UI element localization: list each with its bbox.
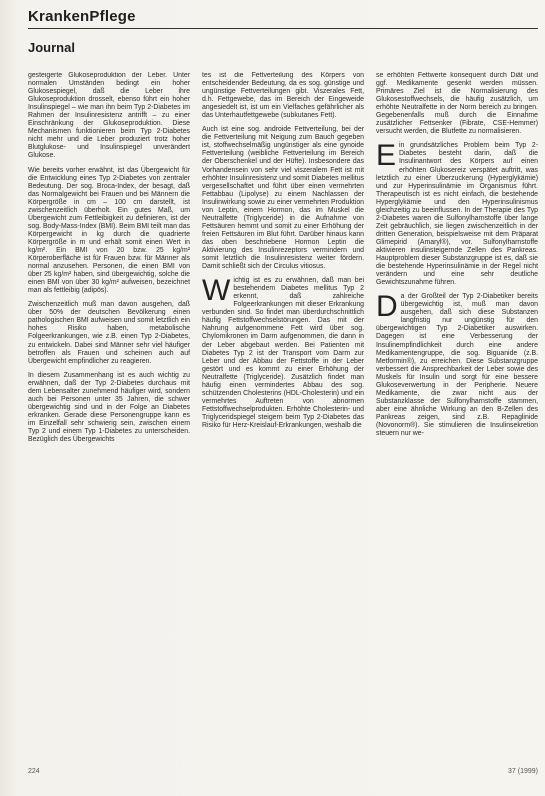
paragraph: In diesem Zusammenhang ist es auch wichtig zu erwähnen, daß der Typ 2-Diabetes durchaus mit dem Lebensalter zunehmend häufiger wird, sondern auch bei Personen unter 35 Jahren, die schwer übergewichtig sind und in der Folge an Diabetes erkranken. Gerade diese Personengruppe kann es im Einzelfall sehr schwierig sein, zwischen einem Typ 2 und einem Typ 1-Diabetes zu unterscheiden. Bezüglich des Übergewichts	[28, 371, 190, 444]
paragraph: gesteigerte Glukoseproduktion der Leber. Unter normalen Umständen bedingt ein hoher Glukosespiegel, daß die Leber ihre Glukoseproduktion drosselt, ebenso führt ein hoher Insulinspiegel – wie man ihn beim Typ 2-Diabetes im Rahmen der Insulinresistenz antrifft – zu einer Einschränkung der Glukoseproduktion. Diese Mechanismen funktionieren beim Typ 2-Diabetes nicht mehr und die Leber produziert trotz hoher Blutglukose- und Insulinspiegel unverändert Glukose.	[28, 72, 190, 160]
volume-label: 37 (1999)	[508, 768, 538, 775]
paragraph: Zwischenzeitlich muß man davon ausgehen, daß über 50% der deutschen Bevölkerung einen pathologischen BMI aufweisen und somit letztlich ein hohes Risiko haben, metabolische Folgeerkrankungen, wie z.B. einen Typ 2-Diabetes, zu entwickeln. Dabei sind Männer sehr viel häufiger betroffen als Frauen und scheinen auch auf Übergewicht empfindlicher zu reagieren.	[28, 301, 190, 365]
article-column-1	[28, 72, 190, 762]
article-column-3	[376, 72, 538, 762]
page-number: 224	[28, 768, 40, 775]
page-header	[28, 8, 538, 25]
paragraph: Auch ist eine sog. androide Fettverteilung, bei der die Fettverteilung mit Neigung zum Bauch gegeben ist, stoffwechselmäßig ungünstiger als eine gynoide Fettverteilung (weibliche Fettverteilung im Bereich der Oberschenkel und der Hüfte). Insbesondere das Vorhandensein von sehr viel viszeralem Fett ist mit erhöhter Insulinresistenz und somit Diabetes mellitus vergesellschaftet und führt über einen vermehrten Fettabbau (Lipolyse) zu einem Nachlassen der Insulinwirkung sowie zu einer vermehrten Produktion von Leptin, einem Hormon, das im Muskel die Neutralfette (Triglyceride) in die Aufnahme von Fettsäuren hemmt und somit zu einer Erhöhung der freien Fettsäuren im Blut führt. Darüber hinaus kann das oben beschriebene Hormon Leptin die Aktivierung des Insulinrezeptors vermindern und somit letztlich die Insulinresistenz weiter fördern. Damit schließt sich der Circulus vitiosus.	[202, 126, 364, 271]
paragraph-dropcap: Ein grundsätzliches Problem beim Typ 2-Diabetes besteht darin, daß die Insulinantwort des Körpers auf einen erhöhten Glukosereiz verspätet auftritt, was letztlich zu einer Überzuckerung (Hyperglykämie) und zur Hyperinsulinämie im Organismus führt. Therapeutisch ist es nicht einfach, die bestehende Hyperglykämie und den Hyperinsulinismus gleichzeitig zu beeinflussen. In der Therapie des Typ 2-Diabetes waren die Sulfonylharnstoffe über lange Zeit gebräuchlich, sie liegen zwischenzeitlich in der dritten Generation, beispielsweise mit dem Präparat Glimepirid (Amaryl®), vor. Sulfonylharnstoffe aktivieren insulinsteigernde Zellen des Pankreas. Hauptproblem dieser Substanzgruppe ist es, daß sie die bestehende Hyperinsulinämie in der Regel nicht verändern und eine sehr deutliche Gewichtszunahme führen.	[376, 139, 538, 287]
paragraph-dropcap: Wichtig ist es zu erwähnen, daß man bei bestehendem Diabetes mellitus Typ 2 erkennt, daß zahlreiche Folgeerkrankungen mit dieser Erkrankung verbunden sind. So findet man überdurchschnittlich häufig Fettstoffwechselstörungen. Das mit der Nahrung aufgenommene Fett wird über sog. Chylomikronen im Darm aufgenommen, die dann in der Leber abgebaut werden. Bei Patienten mit Diabetes Typ 2 ist der Transport vom Darm zur Leber und der Abbau der Fettstoffe in der Leber gestört und es kommt zu einer Erhöhung der Neutralfette (Triglyceride). Zusätzlich findet man häufig einen vermindertes Abbau des sog. schützenden Cholesterins (HDL-Cholesterin) und ein vermehrtes Auftreten von abnormen Fettstoffwechselprodukten. Erhöhte Cholesterin- und Triglyceridspiegel steigern beim Typ 2-Diabetes das Risiko für Herz-Kreislauf-Erkrankungen, weshalb die	[202, 274, 364, 429]
journal-brand: KrankenPflege	[28, 8, 136, 25]
paragraph: Wie bereits vorher erwähnt, ist das Übergewicht für die Entwicklung eines Typ 2-Diabetes von zentraler Bedeutung. Der sog. Broca-Index, der besagt, daß das Normalgewicht bei Frauen und bei Männern die Körpergröße in cm – 100 cm darstellt, ist zwischenzeitlich überholt. Ein gutes Maß, um Übergewicht zum Fettleibigkeit zu definieren, ist der sog. Body-Mass-Index (BMI). Beim BMI teilt man das Körpergewicht in kg durch die quadrierte Körpergröße in m und erhält somit einen Wert in kg/m². Ein BMI von 20 bzw. 25 kg/m² Körperoberfläche ist für Frauen bzw. für Männer als normal anzusehen. Personen, die einen BMI von über 25 kg/m² haben, sind übergewichtig, solche die einen BMI von über 30 kg/m² aufweisen, bezeichnet man als fettleibig (adipös).	[28, 166, 190, 295]
section-label: Journal	[28, 40, 75, 55]
paragraph: tes ist die Fettverteilung des Körpers von entscheidender Bedeutung, da es sog. günstige und ungünstige Fettverteilungen gibt. Viszerales Fett, d.h. Fettgewebe, das im Bereich der Eingeweide angesiedelt ist, ist um ein Vielfaches gefährlicher als das Unterhautfettgewebe (subkutanes Fett).	[202, 72, 364, 120]
article-columns	[28, 72, 538, 762]
paragraph-dropcap: Da der Großteil der Typ 2-Diabetiker bereits übergewichtig ist, muß man davon ausgehen, daß sich diese Substanzen langfristig nur ungünstig für den übergewichtigen Typ 2-Diabetiker auswirken. Dagegen ist eine Verbesserung der Insulinempfindlichkeit durch eine andere Medikamentengruppe, die sog. Biguanide (z.B. Metformin®), zu erreichen. Diese Substanzgruppe verbessert die Ansprechbarkeit der Leber sowie des Muskels für Insulin und sorgt für eine bessere Glukoseverwertung in der Peripherie. Neuere Medikamente, die zwar nicht aus der Substanzklasse der Sulfonylharnstoffe stammen, aber eine ähnliche Wirkung an den B-Zellen des Pankreas zeigen, sind z.B. Repaglinide (Novonorm®). Sie stimulieren die Insulinsekretion steuern nur we-	[376, 290, 538, 438]
page-footer	[28, 768, 538, 780]
header-rule	[28, 28, 538, 29]
article-column-2	[202, 72, 364, 762]
paragraph: se erhöhten Fettwerte konsequent durch Diät und ggf. Medikamente gesenkt werden müssen. Primäres Ziel ist die Normalisierung des Glukosestoffwechsels, die häufig zusätzlich, um erhöhte Neutralfette in der Norm bereich zu bringen. Gegebenenfalls muß durch die Einnahme zusätzlicher Fettsenker (Fibrate, CSE-Hemmer) versucht werden, die Blutfette zu normalisieren.	[376, 72, 538, 136]
